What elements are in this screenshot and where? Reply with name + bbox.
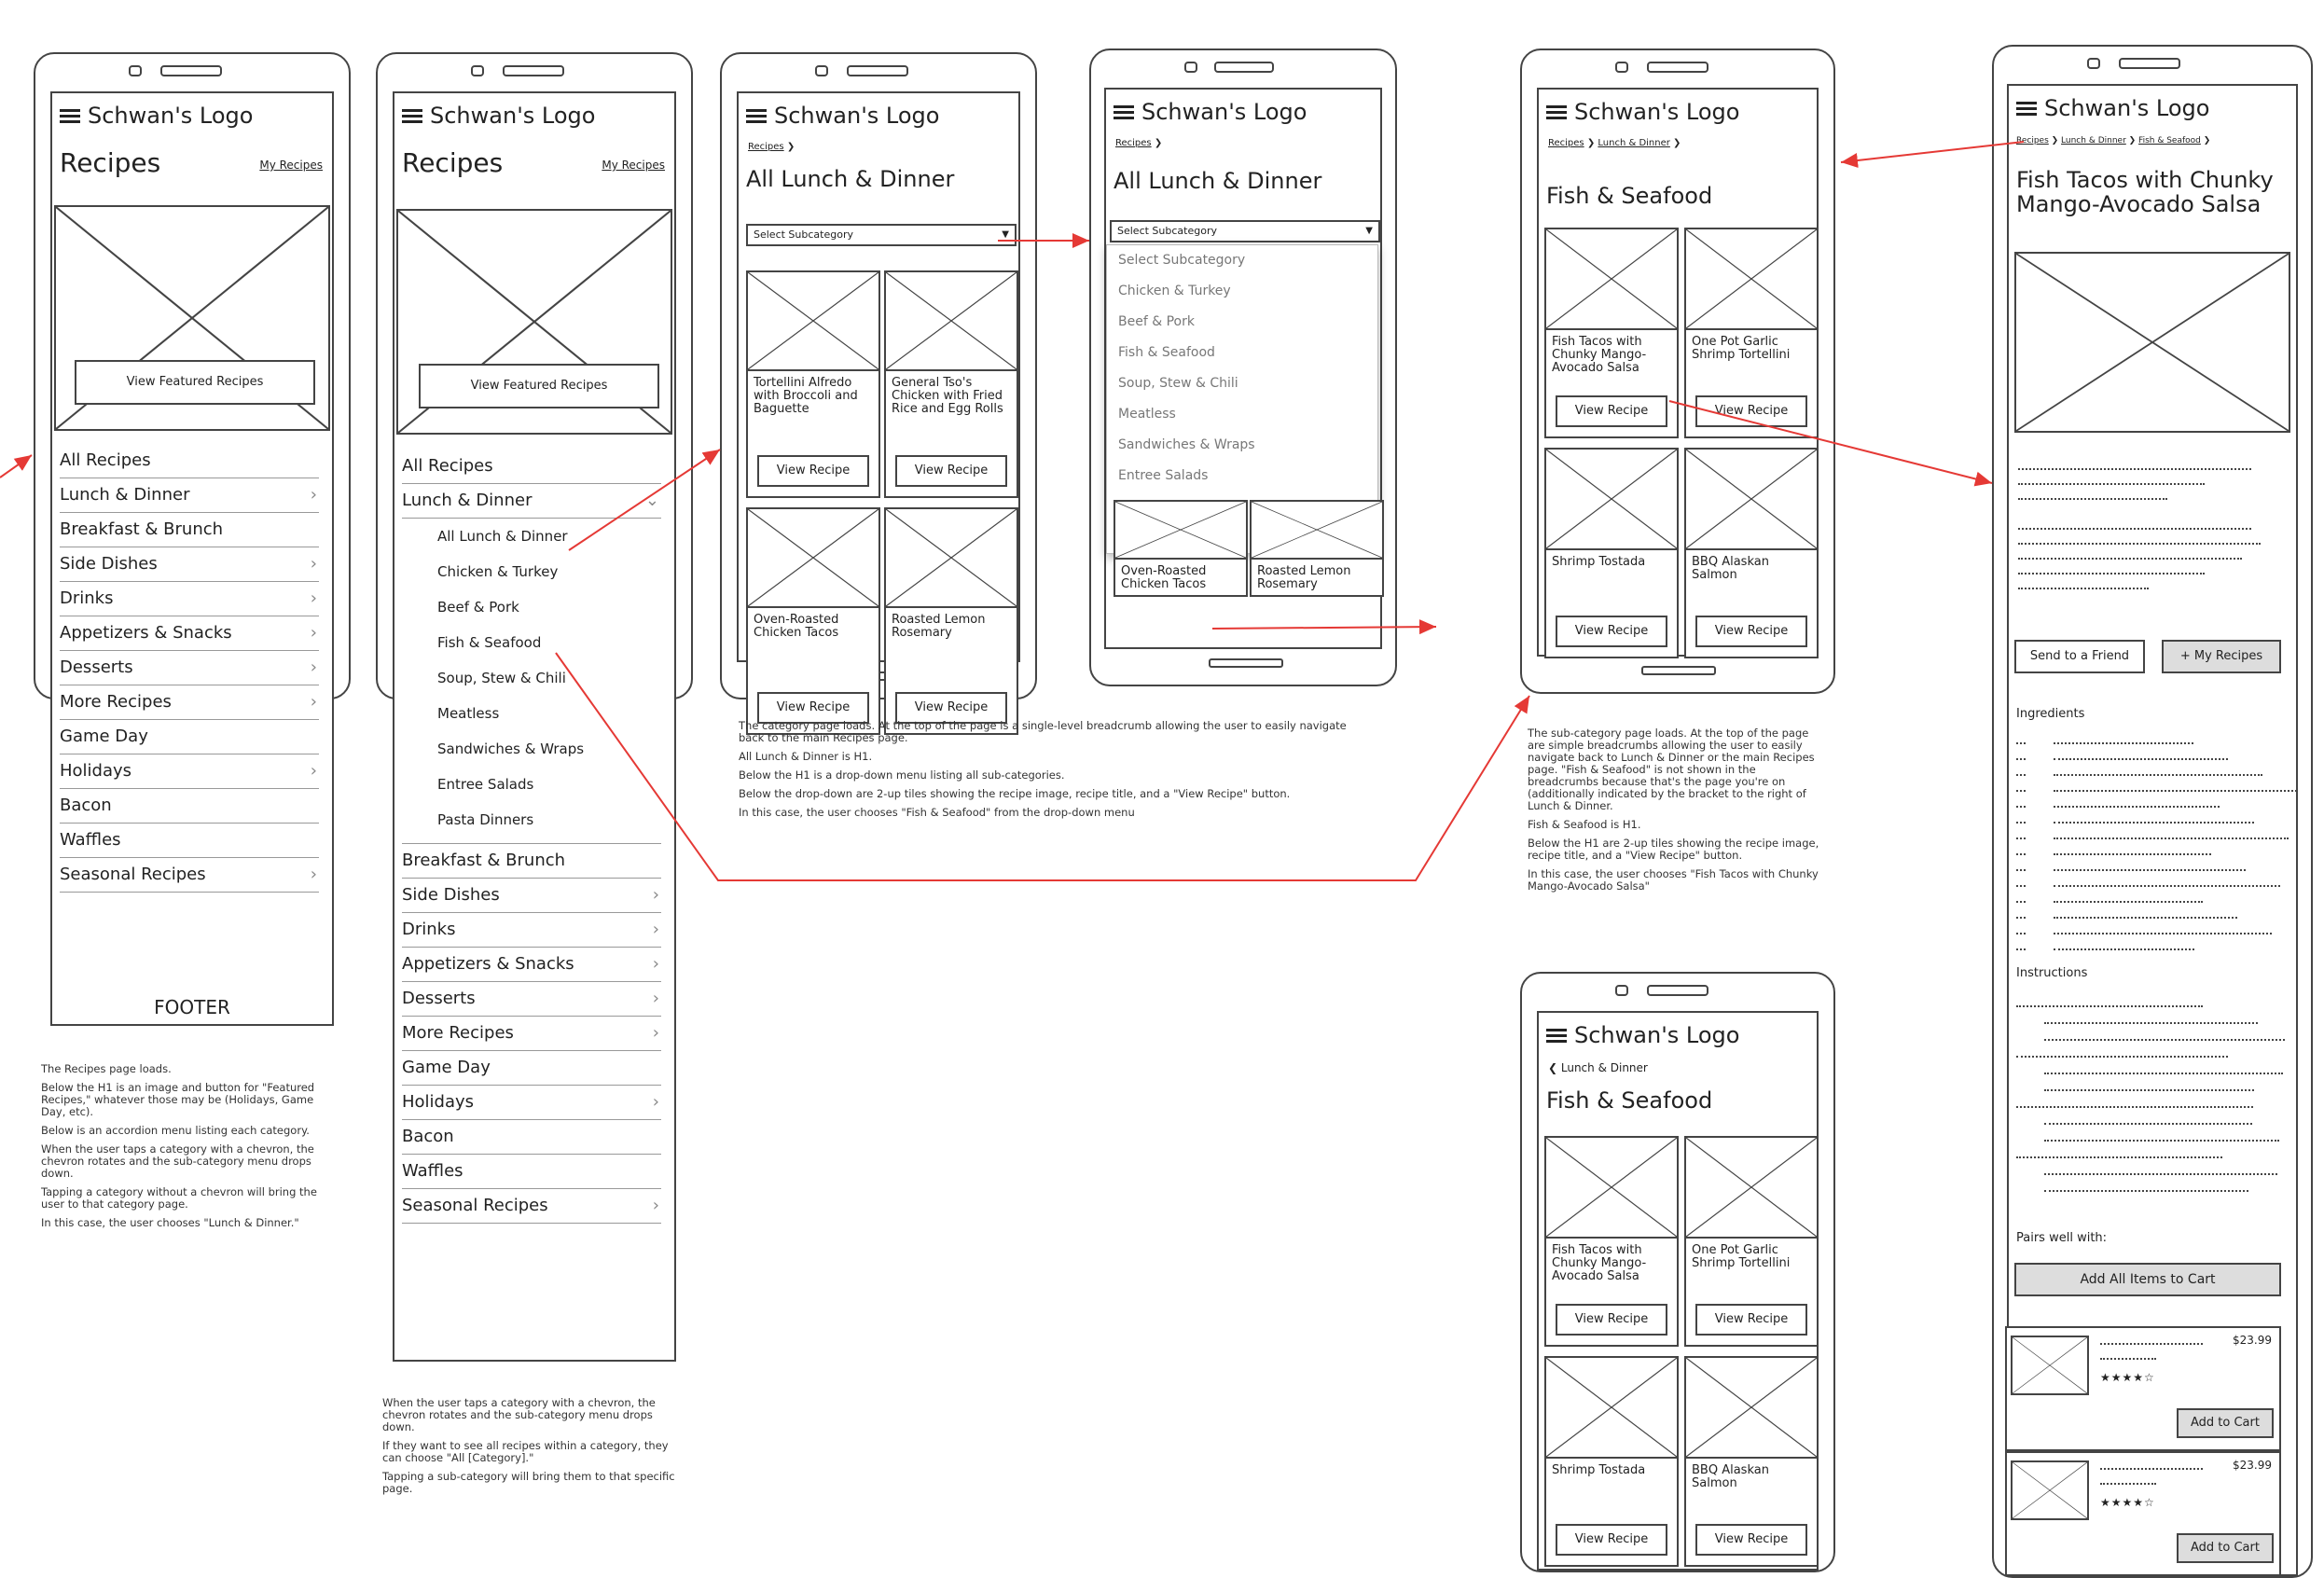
page-title: Fish & Seafood [1546, 183, 1713, 209]
chevron-icon: › [652, 954, 659, 974]
category-row[interactable]: Game Day [60, 720, 319, 754]
note-paragraph: If they want to see all recipes within a category, they can choose "All [Category]." [382, 1439, 669, 1464]
recipe-title: General Tso's Chicken with Fried Rice and Egg Rolls [892, 376, 1003, 416]
product-rating: ★★★★☆ [2100, 1371, 2155, 1384]
view-recipe-button[interactable]: View Recipe [1556, 1524, 1667, 1556]
recipe-title: Fish Tacos with Chunky Mango-Avocado Salsa [2016, 167, 2274, 217]
category-row[interactable]: Seasonal Recipes › [402, 1189, 661, 1224]
recipe-description [2018, 459, 2279, 617]
recipe-image [1686, 229, 1817, 330]
category-row[interactable]: All Recipes [60, 444, 319, 478]
screen [50, 91, 334, 1026]
text-line [2018, 548, 2242, 560]
category-row[interactable]: Desserts › [60, 651, 319, 685]
speaker [847, 65, 908, 76]
bullet [2016, 812, 2026, 824]
page-title: Recipes [60, 147, 161, 178]
page-title: All Lunch & Dinner [1114, 168, 1322, 194]
instruction-line [2044, 1130, 2279, 1142]
recipe-image [886, 272, 1017, 371]
bullet [2016, 892, 2026, 903]
annotation-recipes-page [41, 1063, 339, 1236]
logo[interactable]: Schwan's Logo [402, 103, 595, 129]
speaker [1647, 62, 1708, 73]
pairing-product [2005, 1451, 2281, 1576]
page-title: Fish & Seafood [1546, 1087, 1713, 1114]
product-name [2100, 1334, 2203, 1345]
note-paragraph: Below the H1 are 2-up tiles showing the recipe image, recipe title, and a "View Recipe" button. [1528, 837, 1819, 862]
category-row[interactable]: Breakfast & Brunch [60, 513, 319, 547]
recipe-image [1686, 1138, 1817, 1239]
screen [1104, 88, 1382, 649]
note-paragraph: The category page loads. At the top of the page is a single-level breadcrumb allowing the user to easily navigate back to the main Recipes page. [739, 719, 1347, 744]
subcategory-item[interactable]: Meatless [437, 705, 500, 722]
text-line [2018, 563, 2205, 574]
instruction-line [2016, 1147, 2222, 1158]
menu-icon[interactable] [1114, 105, 1134, 120]
ingredients-heading: Ingredients [2016, 707, 2085, 721]
view-recipe-button[interactable]: View Recipe [895, 455, 1007, 487]
speaker [1615, 985, 1628, 996]
note-paragraph: Tapping a category without a chevron will bring the user to that category page. [41, 1185, 317, 1211]
category-row[interactable]: More Recipes › [60, 685, 319, 720]
recipe-title: Fish Tacos with Chunky Mango-Avocado Salsa [1552, 1243, 1647, 1283]
ingredient-line [2054, 907, 2237, 919]
view-recipe-button[interactable]: View Recipe [1556, 1304, 1667, 1336]
instruction-line [2016, 1046, 2228, 1058]
recipe-tile[interactable] [746, 507, 880, 735]
bullet [2016, 907, 2026, 919]
breadcrumb: Recipes ❯ [748, 142, 795, 152]
category-row[interactable]: Breakfast & Brunch [402, 844, 661, 879]
recipe-image [1546, 229, 1677, 330]
subcategory-item[interactable]: Sandwiches & Wraps [437, 741, 585, 757]
chevron-icon: › [310, 692, 317, 712]
category-row[interactable]: Appetizers & Snacks › [402, 948, 661, 982]
chevron-icon: › [652, 989, 659, 1008]
chevron-icon: › [310, 865, 317, 884]
menu-icon[interactable] [746, 109, 767, 124]
menu-icon[interactable] [2016, 102, 2037, 117]
speaker [2119, 58, 2180, 69]
bullet [2016, 781, 2026, 792]
arrow-incoming [0, 455, 32, 478]
category-row[interactable]: Bacon [402, 1120, 661, 1155]
category-row[interactable]: Holidays › [60, 754, 319, 789]
category-accordion [60, 444, 319, 893]
recipe-title: One Pot Garlic Shrimp Tortellini [1692, 335, 1791, 362]
menu-icon[interactable] [402, 109, 422, 124]
ingredient-line [2054, 828, 2289, 839]
note-paragraph: In this case, the user chooses "Fish & Seafood" from the drop-down menu [739, 806, 1135, 819]
bullet [2016, 923, 2026, 934]
home-button[interactable] [1641, 666, 1716, 675]
bullet [2016, 828, 2026, 839]
screen [1537, 88, 1819, 657]
annotation-subcategory-page [1528, 727, 1826, 899]
category-row[interactable]: Lunch & Dinner › [60, 478, 319, 513]
bullet [2016, 749, 2026, 760]
menu-icon[interactable] [60, 109, 80, 124]
screen [1537, 1011, 1819, 1571]
recipe-tile[interactable] [884, 507, 1018, 735]
note-paragraph: Below the H1 is an image and button for "Featured Recipes," whatever those may be (Holidays, Game Day, etc). [41, 1081, 315, 1118]
recipe-tile[interactable] [1684, 228, 1819, 438]
ingredient-line [2054, 860, 2246, 871]
recipe-tile[interactable] [1684, 1356, 1819, 1567]
dropdown-option[interactable]: Meatless [1118, 407, 1176, 422]
screen [737, 91, 1020, 714]
logo[interactable]: Schwan's Logo [2016, 95, 2209, 121]
recipe-tile[interactable] [884, 270, 1018, 498]
annotation-accordion [382, 1397, 681, 1502]
ingredient-line [2054, 939, 2194, 950]
chevron-icon: › [310, 761, 317, 781]
recipe-image [1546, 450, 1677, 550]
view-recipe-button[interactable]: View Recipe [1695, 1304, 1807, 1336]
pairing-product [2005, 1326, 2281, 1451]
product-name [2100, 1459, 2203, 1470]
ingredient-line [2054, 892, 2203, 903]
ingredient-line [2054, 923, 2272, 934]
instruction-line [2044, 1080, 2254, 1091]
caret-down-icon: ▼ [1365, 226, 1373, 236]
text-line [2018, 489, 2167, 500]
note-paragraph: Fish & Seafood is H1. [1528, 818, 1641, 831]
home-button[interactable] [1209, 658, 1283, 668]
product-price: $23.99 [2233, 1334, 2272, 1347]
dropdown-option[interactable]: Beef & Pork [1118, 314, 1195, 329]
instruction-line [2044, 1013, 2258, 1024]
recipe-tile[interactable] [1544, 1356, 1679, 1567]
category-row[interactable]: Waffles [60, 824, 319, 858]
text-line [2018, 533, 2261, 545]
category-row[interactable]: Seasonal Recipes › [60, 858, 319, 893]
recipe-tile[interactable] [1684, 1136, 1819, 1347]
recipe-image [1546, 1358, 1677, 1459]
my-recipes-link[interactable]: My Recipes [259, 159, 323, 172]
recipe-tile[interactable] [1544, 1136, 1679, 1347]
page-title: All Lunch & Dinner [746, 166, 955, 192]
text-line [2018, 519, 2251, 530]
category-row[interactable]: Bacon [60, 789, 319, 824]
wireframe-recipes-page [34, 52, 351, 1018]
ingredient-line [2054, 876, 2280, 887]
wireframe-subcategory-page [1520, 48, 1835, 694]
subcategory-item[interactable]: Soup, Stew & Chili [437, 670, 566, 686]
recipe-tile[interactable] [1544, 228, 1679, 438]
category-row[interactable]: Drinks › [402, 913, 661, 948]
view-recipe-button[interactable]: View Recipe [1695, 395, 1807, 427]
wireframe-subcategory-alt [1520, 972, 1835, 1572]
product-rating: ★★★★☆ [2100, 1496, 2155, 1509]
speaker [2087, 58, 2100, 69]
product-price: $23.99 [2233, 1459, 2272, 1472]
recipe-image [1686, 1358, 1817, 1459]
chevron-icon: › [310, 485, 317, 505]
breadcrumb: Recipes ❯ Lunch & Dinner ❯ [1548, 138, 1681, 148]
chevron-icon: › [652, 1092, 659, 1112]
category-row[interactable]: All Recipes [402, 450, 661, 484]
subcategory-select[interactable]: Select Subcategory ▼ [1110, 220, 1380, 242]
subcategory-item[interactable]: Beef & Pork [437, 599, 519, 616]
recipe-title: Oven-Roasted Chicken Tacos [1121, 564, 1207, 591]
speaker [1647, 985, 1708, 996]
view-recipe-button[interactable]: View Recipe [1556, 616, 1667, 647]
recipe-tile[interactable] [746, 270, 880, 498]
dropdown-option[interactable]: Entree Salads [1118, 468, 1209, 483]
recipe-image [748, 272, 878, 371]
annotation-category-page [739, 720, 1354, 825]
view-recipe-button[interactable]: View Recipe [895, 692, 1007, 724]
add-to-cart-button[interactable]: Add to Cart [2177, 1533, 2274, 1563]
speaker [1615, 62, 1628, 73]
product-detail [2100, 1349, 2156, 1360]
note-paragraph: When the user taps a category with a chevron, the chevron rotates and the sub-category menu drops down. [41, 1142, 314, 1180]
chevron-icon: ⌄ [644, 491, 659, 510]
note-paragraph: In this case, the user chooses "Fish Tacos with Chunky Mango-Avocado Salsa" [1528, 867, 1819, 893]
pairs-well-heading: Pairs well with: [2016, 1231, 2108, 1245]
dropdown-option[interactable]: Soup, Stew & Chili [1118, 376, 1238, 391]
product-image [2011, 1336, 2089, 1395]
note-paragraph: The Recipes page loads. [41, 1062, 172, 1075]
recipe-title: BBQ Alaskan Salmon [1692, 555, 1769, 582]
chevron-icon: › [310, 554, 317, 574]
bullet [2016, 765, 2026, 776]
bullet [2016, 876, 2026, 887]
category-row[interactable]: Desserts › [402, 982, 661, 1017]
ingredient-line [2054, 765, 2262, 776]
recipe-title: Roasted Lemon Rosemary [892, 613, 986, 640]
add-my-recipes-button[interactable]: + My Recipes [2162, 640, 2281, 673]
speaker [471, 65, 484, 76]
note-paragraph: When the user taps a category with a chevron, the chevron rotates and the sub-category menu drops down. [382, 1396, 656, 1433]
speaker [1184, 62, 1197, 73]
subcategory-item[interactable]: Chicken & Turkey [437, 563, 559, 580]
bullet [2016, 796, 2026, 808]
recipe-title: Shrimp Tostada [1552, 555, 1646, 569]
recipe-title: BBQ Alaskan Salmon [1692, 1463, 1769, 1490]
bullet [2016, 844, 2026, 855]
chevron-icon: › [310, 588, 317, 608]
chevron-icon: › [652, 1196, 659, 1215]
instruction-line [2044, 1164, 2277, 1175]
recipe-title: Tortellini Alfredo with Broccoli and Baguette [754, 376, 858, 416]
recipe-image [1252, 502, 1382, 560]
instructions-heading: Instructions [2016, 966, 2088, 980]
instruction-line [2044, 1063, 2283, 1074]
breadcrumb: Recipes ❯ Lunch & Dinner ❯ Fish & Seafood ❯ [2016, 136, 2211, 145]
chevron-icon: › [310, 623, 317, 643]
recipe-tile[interactable] [1250, 500, 1384, 597]
view-recipe-button[interactable]: View Recipe [1556, 395, 1667, 427]
category-row[interactable]: Waffles [402, 1155, 661, 1189]
category-row[interactable]: Holidays › [402, 1086, 661, 1120]
speaker [129, 65, 142, 76]
ingredient-line [2054, 733, 2193, 744]
instruction-line [2016, 996, 2203, 1007]
speaker [503, 65, 564, 76]
view-recipe-button[interactable]: View Recipe [757, 692, 869, 724]
chevron-icon: › [652, 1023, 659, 1043]
category-row[interactable]: Side Dishes › [402, 879, 661, 913]
category-row[interactable]: Side Dishes › [60, 547, 319, 582]
bullet [2016, 733, 2026, 744]
dropdown-option[interactable]: Chicken & Turkey [1118, 284, 1231, 298]
recipe-tile[interactable] [1114, 500, 1248, 597]
recipe-title: Roasted Lemon Rosemary [1257, 564, 1351, 591]
logo[interactable]: Schwan's Logo [746, 103, 939, 129]
speaker [160, 65, 222, 76]
subcategory-item[interactable]: Fish & Seafood [437, 634, 542, 651]
bullet [2016, 939, 2026, 950]
divider [402, 837, 661, 844]
recipe-title: Shrimp Tostada [1552, 1463, 1646, 1477]
add-to-cart-button[interactable]: Add to Cart [2177, 1408, 2274, 1438]
ingredient-line [2054, 749, 2228, 760]
note-paragraph: Tapping a sub-category will bring them to that specific page. [382, 1470, 675, 1495]
dropdown-option[interactable]: Fish & Seafood [1118, 345, 1215, 360]
instruction-line [2044, 1114, 2252, 1125]
recipe-title: Oven-Roasted Chicken Tacos [754, 613, 839, 640]
category-row[interactable]: Lunch & Dinner ⌄ [402, 484, 661, 519]
speaker [1214, 62, 1274, 73]
view-recipe-button[interactable]: View Recipe [757, 455, 869, 487]
subcategory-item[interactable]: All Lunch & Dinner [437, 528, 568, 545]
subcategory-item[interactable]: Entree Salads [437, 776, 534, 793]
category-row[interactable]: More Recipes › [402, 1017, 661, 1051]
ingredient-line [2054, 781, 2297, 792]
recipe-image [2014, 252, 2290, 433]
category-row[interactable]: Drinks › [60, 582, 319, 616]
subcategory-item[interactable]: Pasta Dinners [437, 811, 534, 828]
text-line [2018, 578, 2149, 589]
logo[interactable]: Schwan's Logo [60, 103, 253, 129]
note-paragraph: Below the H1 is a drop-down menu listing all sub-categories. [739, 768, 1065, 782]
category-accordion [402, 450, 661, 1224]
speaker [815, 65, 828, 76]
logo[interactable]: Schwan's Logo [1114, 99, 1307, 125]
recipe-image [1546, 1138, 1677, 1239]
wireframe-recipe-detail [1992, 45, 2313, 1578]
screen [2007, 84, 2298, 1576]
view-recipe-button[interactable]: View Recipe [1695, 1524, 1807, 1556]
recipe-tile[interactable] [1684, 448, 1819, 658]
recipe-image [886, 509, 1017, 608]
note-paragraph: In this case, the user chooses "Lunch & Dinner." [41, 1216, 299, 1229]
instruction-line [2044, 1030, 2285, 1041]
product-image [2011, 1460, 2089, 1520]
recipe-image [1115, 502, 1246, 560]
breadcrumb: Recipes ❯ [1115, 138, 1163, 148]
text-line [2018, 474, 2205, 485]
instruction-line [2044, 1181, 2248, 1192]
chevron-icon: › [310, 658, 317, 677]
recipe-image [748, 509, 878, 608]
caret-down-icon: ▼ [1002, 229, 1009, 240]
bullet [2016, 860, 2026, 871]
logo[interactable]: Schwan's Logo [1546, 1022, 1739, 1048]
back-link[interactable]: ❮ Lunch & Dinner [1548, 1061, 1648, 1074]
note-paragraph: All Lunch & Dinner is H1. [739, 750, 873, 763]
dropdown-option[interactable]: Sandwiches & Wraps [1118, 437, 1255, 452]
recipe-title: One Pot Garlic Shrimp Tortellini [1692, 1243, 1791, 1270]
send-friend-button[interactable]: Send to a Friend [2014, 640, 2145, 673]
subcategory-select[interactable]: Select Subcategory ▼ [746, 224, 1017, 246]
footer: FOOTER [154, 996, 230, 1018]
text-line [2018, 459, 2251, 470]
instruction-line [2016, 1097, 2253, 1108]
category-row[interactable]: Game Day [402, 1051, 661, 1086]
view-recipe-button[interactable]: View Recipe [1695, 616, 1807, 647]
recipe-title: Fish Tacos with Chunky Mango-Avocado Salsa [1552, 335, 1647, 375]
chevron-icon: › [652, 920, 659, 939]
note-paragraph: Below is an accordion menu listing each category. [41, 1124, 310, 1137]
category-row[interactable]: Appetizers & Snacks › [60, 616, 319, 651]
view-featured-button[interactable]: View Featured Recipes [419, 364, 659, 408]
recipe-tile[interactable] [1544, 448, 1679, 658]
product-detail [2100, 1474, 2156, 1485]
ingredient-line [2054, 844, 2211, 855]
wireframe-accordion-open [376, 52, 693, 1215]
dropdown-option[interactable]: Select Subcategory [1118, 253, 1246, 268]
add-all-to-cart-button[interactable]: Add All Items to Cart [2014, 1263, 2281, 1296]
menu-icon[interactable] [1546, 105, 1567, 120]
wireframe-category-dropdown [1089, 48, 1397, 686]
ingredient-line [2054, 796, 2220, 808]
page-title: Recipes [402, 147, 504, 178]
ingredient-line [2054, 812, 2254, 824]
note-paragraph: The sub-category page loads. At the top of the page are simple breadcrumbs allowing the user to easily navigate back to Lunch & Dinner or the main Recipes page. "Fish & Seafood" is not shown in the breadcrumbs because that's the page you're on (additionally indicated by the bracket to the right of Lunch & Dinner. [1528, 727, 1815, 812]
note-paragraph: Below the drop-down are 2-up tiles showing the recipe image, recipe title, and a "View Recipe" button. [739, 787, 1291, 800]
menu-icon[interactable] [1546, 1029, 1567, 1044]
view-featured-button[interactable]: View Featured Recipes [75, 360, 315, 405]
chevron-icon: › [652, 885, 659, 905]
logo[interactable]: Schwan's Logo [1546, 99, 1739, 125]
recipe-image [1686, 450, 1817, 550]
my-recipes-link[interactable]: My Recipes [602, 159, 665, 172]
screen [393, 91, 676, 1362]
wireframe-category-page [720, 52, 1037, 714]
